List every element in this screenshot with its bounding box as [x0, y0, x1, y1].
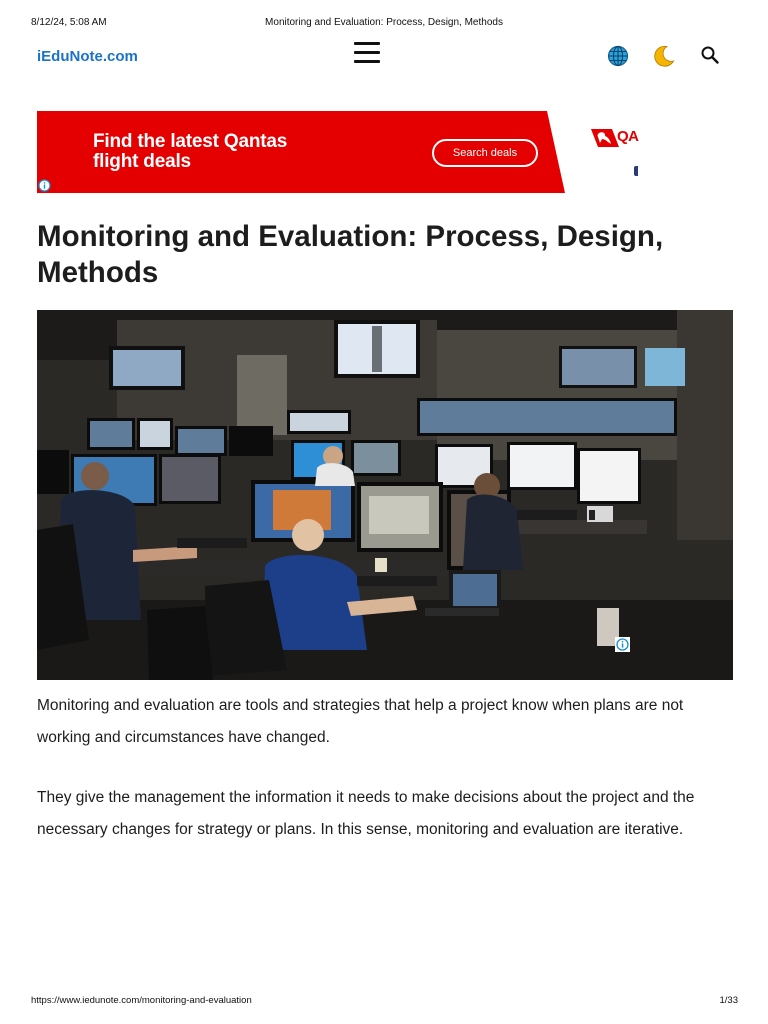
ad-search-deals-button[interactable]: Search deals — [432, 139, 538, 167]
ad-headline-line1: Find the latest Qantas — [93, 131, 288, 152]
ad-info-icon[interactable] — [38, 179, 51, 192]
moon-icon[interactable] — [652, 44, 676, 68]
print-page-title: Monitoring and Evaluation: Process, Design, Methods — [265, 17, 503, 28]
ad-headline-line2: flight deals — [93, 151, 191, 172]
search-icon[interactable] — [700, 45, 720, 65]
ad-brand-text: QA — [617, 128, 639, 145]
ad-headline — [93, 132, 287, 172]
page-number: 1/33 — [719, 995, 738, 1006]
ad-banner[interactable] — [37, 111, 642, 193]
site-header — [0, 36, 768, 80]
site-logo[interactable]: iEduNote.com — [37, 48, 138, 65]
print-date: 8/12/24, 5:08 AM — [31, 17, 107, 28]
page-url: https://www.iedunote.com/monitoring-and-evaluation — [31, 995, 252, 1006]
ad-partial-mark — [634, 166, 638, 176]
article-paragraph-1: Monitoring and evaluation are tools and strategies that help a project know when plans are not working and circumstances have changed. — [37, 697, 684, 746]
globe-icon[interactable] — [607, 45, 629, 67]
article-title: Monitoring and Evaluation: Process, Design, Methods — [37, 220, 664, 289]
print-header — [0, 17, 768, 31]
article-paragraph-2: They give the management the information it needs to make decisions about the project and the necessary changes for strategy or plans. In this sense, monitoring and evaluation are iterative. — [37, 789, 695, 838]
photo-info-icon[interactable] — [615, 637, 630, 652]
control-room-photo — [37, 310, 733, 680]
menu-icon[interactable] — [353, 38, 381, 66]
